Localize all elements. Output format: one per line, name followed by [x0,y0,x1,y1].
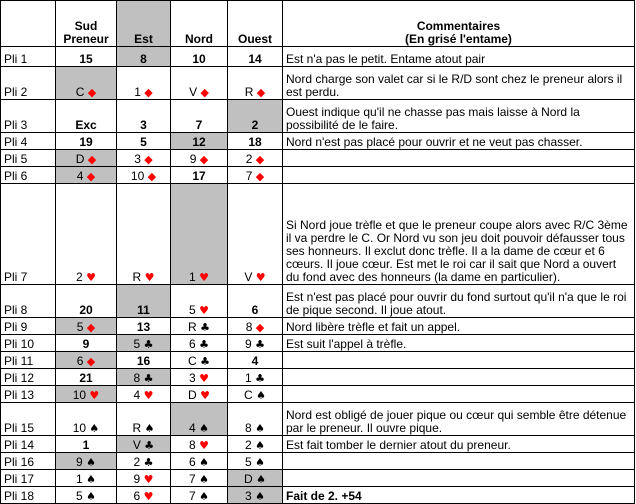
trick-comment: Est n'est pas placé pour ouvrir du fond surtout qu'il n'a que le roi de pique second. Il joue atout. [283,285,635,318]
card-est [117,386,171,403]
trick-row [1,386,635,403]
card-rank: 4 [76,169,84,183]
trick-comment: Si Nord joue trèfle et que le preneur coupe alors avec R/C 3ème il va perdre le C. Or Nord vu son jeu doit pouvoir défausser tous ses honneurs. Il exclut donc trèfle. Il a la dame de cœur et 6 cœurs. Il joue cœur. Est met le roi car il sait que Nord a ouvert du fond avec des honneurs (la dame en particulier). [283,184,635,285]
diamond-icon: ◆ [255,321,265,334]
trick-row [1,285,635,318]
card-nord [171,100,228,133]
header-sud [56,1,117,47]
trick-comment: Fait de 2. +54 [283,487,635,504]
card-ouest [228,285,283,318]
card-sud [56,352,117,369]
trick-number: Pli 4 [1,133,56,150]
spade-icon: ♠ [199,456,209,469]
trick-number: Pli 6 [1,167,56,184]
diamond-icon: ◆ [200,86,209,99]
card-rank: 7 [189,489,196,503]
card-rank: R [132,270,142,284]
card-est [117,403,171,436]
diamond-icon: ◆ [255,153,265,166]
diamond-icon: ◆ [86,321,96,334]
header-comments [283,1,635,47]
card-rank: 6 [133,489,141,503]
spade-icon: ♠ [256,473,266,486]
card-rank: 1 [76,472,83,486]
card-rank: 14 [248,52,262,66]
card-rank: V [244,270,253,284]
card-rank: 9 [82,337,90,351]
card-sud [56,67,117,100]
trick-comment [283,453,635,470]
card-rank: 20 [79,303,93,317]
spade-icon: ♠ [86,473,96,486]
card-ouest [228,487,283,504]
card-rank: 6 [76,354,84,368]
trick-comment [283,369,635,386]
card-ouest [228,167,283,184]
heart-icon: ♥ [143,490,154,503]
spade-icon: ♠ [89,422,100,435]
card-ouest [228,133,283,150]
spade-icon: ♠ [255,439,265,452]
card-nord [171,403,228,436]
card-rank: 3 [134,152,141,166]
card-est [117,47,171,67]
card-rank: 17 [192,169,206,183]
card-nord [171,285,228,318]
card-est [117,352,171,369]
card-nord [171,318,228,335]
card-sud [56,369,117,386]
trick-number: Pli 5 [1,150,56,167]
club-icon: ♣ [255,372,265,385]
card-sud [56,184,117,285]
trick-row [1,403,635,436]
trick-number: Pli 10 [1,335,56,352]
card-ouest [228,184,283,285]
card-sud [56,403,117,436]
spade-icon: ♠ [256,389,266,402]
trick-number: Pli 9 [1,318,56,335]
header-comments-subtitle: (En grisé l'entame) [405,32,512,46]
card-rank: 13 [136,320,151,334]
heart-icon: ♥ [143,389,154,402]
trick-number: Pli 7 [1,184,56,285]
trick-comment: Nord charge son valet car si le R/D sont chez le preneur alors il est perdu. [283,67,635,100]
card-est [117,453,171,470]
card-rank: R [132,421,142,435]
header-row [1,1,635,47]
card-ouest [228,150,283,167]
trick-number: Pli 8 [1,285,56,318]
trick-row [1,318,635,335]
card-rank: 11 [137,303,150,317]
card-rank: R [244,85,254,99]
trick-row [1,150,635,167]
trick-comment [283,470,635,487]
trick-comment: Nord n'est pas placé pour ouvrir et ne veut pas chasser. [283,133,635,150]
trick-comment [283,352,635,369]
trick-row [1,133,635,150]
header-pli [1,1,56,47]
card-rank: 9 [189,152,197,166]
trick-row [1,487,635,504]
card-nord [171,386,228,403]
card-rank: 6 [189,455,196,469]
card-rank: 6 [251,303,259,317]
card-rank: 3 [245,489,252,503]
card-ouest [228,352,283,369]
card-rank: 6 [189,337,196,351]
card-rank: 1 [245,371,252,385]
card-ouest [228,386,283,403]
card-rank: R [188,320,197,334]
card-sud [56,285,117,318]
trick-number: Pli 2 [1,67,56,100]
card-rank: D [244,472,253,486]
card-rank: 2 [245,438,252,452]
diamond-icon: ◆ [86,170,96,183]
card-rank: 2 [251,118,259,132]
diamond-icon: ◆ [144,153,153,166]
card-est [117,285,171,318]
card-ouest [228,403,283,436]
spade-icon: ♠ [199,473,209,486]
card-rank: 10 [192,52,206,66]
header-sud-label: Sud Preneur [63,19,109,46]
card-est [117,133,171,150]
card-est [117,150,171,167]
card-rank: 9 [133,472,141,486]
card-rank: 1 [82,438,90,452]
card-est [117,470,171,487]
card-nord [171,369,228,386]
trick-comment [283,150,635,167]
card-rank: D [75,152,85,166]
card-rank: 5 [133,337,141,351]
card-nord [171,335,228,352]
card-rank: 5 [189,303,196,317]
trick-number: Pli 12 [1,369,56,386]
card-rank: 5 [140,135,147,149]
trick-comment: Ouest indique qu'il ne chasse pas mais laisse à Nord la possibilité de le faire. [283,100,635,133]
card-nord [171,487,228,504]
card-est [117,335,171,352]
card-rank: C [188,354,197,368]
header-est: Est [117,1,171,47]
card-est [117,369,171,386]
diamond-icon: ◆ [87,86,97,99]
club-icon: ♣ [255,338,265,351]
trick-row [1,167,635,184]
diamond-icon: ◆ [256,86,266,99]
trick-comment [283,386,635,403]
card-rank: 10 [72,388,87,402]
card-rank: 21 [79,371,93,385]
card-rank: 15 [79,52,93,66]
spade-icon: ♠ [199,490,209,503]
club-icon: ♣ [199,338,209,351]
card-ouest [228,47,283,67]
trick-row [1,335,635,352]
spade-icon: ♠ [86,456,96,469]
card-nord [171,352,228,369]
trick-number: Pli 16 [1,453,56,470]
card-sud [56,167,117,184]
card-ouest [228,470,283,487]
trick-number: Pli 18 [1,487,56,504]
card-rank: V [189,85,198,99]
spade-icon: ♠ [255,422,265,435]
club-icon: ♣ [200,355,210,368]
club-icon: ♣ [143,372,154,385]
header-ouest: Ouest [228,1,283,47]
trick-row [1,47,635,67]
card-ouest [228,436,283,453]
heart-icon: ♥ [143,473,154,486]
trick-row [1,67,635,100]
diamond-icon: ◆ [199,153,209,166]
card-rank: 9 [76,455,83,469]
heart-icon: ♥ [199,304,209,317]
card-ouest [228,100,283,133]
card-rank: V [132,438,141,452]
card-rank: 7 [189,472,196,486]
diamond-icon: ◆ [144,86,153,99]
card-ouest [228,335,283,352]
card-sud [56,47,117,67]
card-rank: 1 [134,85,141,99]
card-rank: 4 [189,421,196,435]
trick-row [1,100,635,133]
card-sud [56,150,117,167]
trick-comment: Nord est obligé de jouer pique ou cœur qui semble être détenue par le preneur. Il ouvre pique. [283,403,635,436]
trick-row [1,436,635,453]
card-ouest [228,369,283,386]
card-rank: 1 [189,270,196,284]
card-sud [56,100,117,133]
trick-row [1,352,635,369]
heart-icon: ♥ [255,271,266,284]
trick-comment [283,167,635,184]
club-icon: ♣ [143,456,154,469]
card-nord [171,167,228,184]
diamond-icon: ◆ [87,153,97,166]
card-nord [171,453,228,470]
card-rank: 10 [130,169,145,183]
trick-number: Pli 13 [1,386,56,403]
heart-icon: ♥ [199,372,209,385]
card-sud [56,318,117,335]
card-rank: 5 [76,320,84,334]
card-ouest [228,318,283,335]
card-rank: 7 [245,169,253,183]
card-rank: Exc [75,118,97,132]
card-rank: 9 [245,337,252,351]
trick-row [1,369,635,386]
spade-icon: ♠ [86,490,96,503]
card-rank: 8 [245,320,253,334]
club-icon: ♣ [144,439,155,452]
card-rank: 8 [189,438,196,452]
card-est [117,184,171,285]
trick-number: Pli 17 [1,470,56,487]
card-rank: 3 [189,371,196,385]
card-nord [171,133,228,150]
card-sud [56,487,117,504]
card-nord [171,47,228,67]
card-rank: 16 [136,354,151,368]
header-comments-title: Commentaires [416,19,501,33]
spade-icon: ♠ [255,490,265,503]
card-sud [56,386,117,403]
heart-icon: ♥ [144,271,155,284]
diamond-icon: ◆ [255,170,265,183]
card-rank: C [75,85,85,99]
spade-icon: ♠ [199,422,209,435]
diamond-icon: ◆ [147,170,157,183]
trick-number: Pli 14 [1,436,56,453]
spade-icon: ♠ [255,456,265,469]
trick-comment: Est n'a pas le petit. Entame atout pair [283,47,635,67]
card-nord [171,67,228,100]
card-rank: 3 [140,118,147,132]
trick-comment: Est suit l'appel à trèfle. [283,335,635,352]
card-est [117,318,171,335]
club-icon: ♣ [200,321,210,334]
card-rank: 7 [195,118,203,132]
card-sud [56,133,117,150]
card-rank: C [244,388,253,402]
heart-icon: ♥ [199,439,209,452]
card-rank: 10 [72,421,87,435]
card-sud [56,453,117,470]
spade-icon: ♠ [144,422,155,435]
card-nord [171,470,228,487]
trick-number: Pli 3 [1,100,56,133]
card-rank: D [188,388,197,402]
trick-row [1,453,635,470]
card-rank: 2 [245,152,253,166]
trick-row [1,470,635,487]
card-rank: 5 [245,455,252,469]
trick-comment: Est fait tomber le dernier atout du preneur. [283,436,635,453]
card-rank: 2 [76,270,83,284]
card-rank: 4 [133,388,141,402]
card-est [117,436,171,453]
card-rank: 2 [133,455,141,469]
heart-icon: ♥ [86,271,96,284]
card-est [117,167,171,184]
heart-icon: ♥ [199,271,209,284]
card-nord [171,436,228,453]
trick-number: Pli 1 [1,47,56,67]
trick-number: Pli 11 [1,352,56,369]
card-nord [171,150,228,167]
card-rank: 8 [140,52,147,66]
trick-row [1,184,635,285]
card-ouest [228,453,283,470]
card-rank: 5 [76,489,83,503]
card-est [117,487,171,504]
card-rank: 8 [245,421,252,435]
tricks-body [1,47,635,504]
card-est [117,100,171,133]
card-rank: 12 [192,135,206,149]
club-icon: ♣ [143,338,154,351]
heart-icon: ♥ [89,389,100,402]
trick-comment: Nord libère trèfle et fait un appel. [283,318,635,335]
card-nord [171,184,228,285]
card-rank: 18 [248,135,262,149]
card-sud [56,470,117,487]
card-rank: 19 [79,135,93,149]
card-ouest [228,67,283,100]
header-nord: Nord [171,1,228,47]
trick-number: Pli 15 [1,403,56,436]
card-sud [56,436,117,453]
diamond-icon: ◆ [86,355,96,368]
card-rank: 8 [133,371,141,385]
card-sud [56,335,117,352]
card-rank: 4 [251,354,259,368]
card-est [117,67,171,100]
heart-icon: ♥ [200,389,210,402]
